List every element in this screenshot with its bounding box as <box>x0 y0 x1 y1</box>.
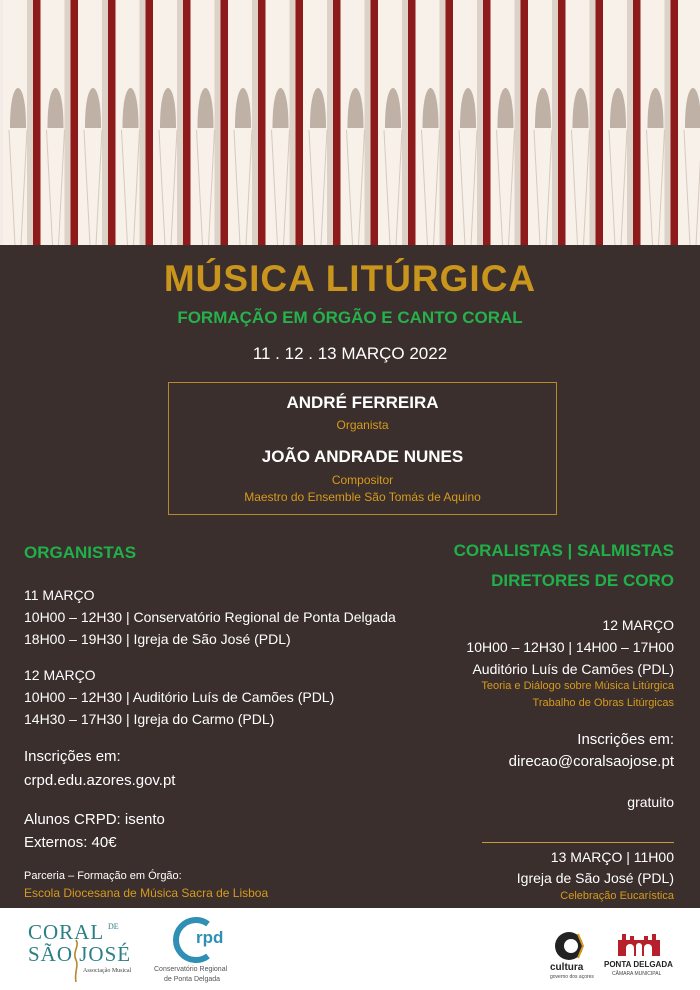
organ-pipe-shade <box>252 0 258 245</box>
organ-pipe-shade <box>140 0 146 245</box>
mass-event: Celebração Eucarística <box>560 890 674 902</box>
organ-pipe-separator <box>521 0 529 245</box>
organ-pipe-separator <box>558 0 566 245</box>
organ-pipe-separator <box>596 0 604 245</box>
organ-pipe-separator <box>71 0 79 245</box>
organ-pipe-shade <box>27 0 33 245</box>
coralistas-topic-1: Teoria e Diálogo sobre Música Litúrgica <box>481 680 674 692</box>
coralistas-heading-2: DIRETORES DE CORO <box>491 571 674 590</box>
cultura-c-icon <box>552 930 586 962</box>
event-subtitle: FORMAÇÃO EM ÓRGÃO E CANTO CORAL <box>177 308 523 327</box>
sponsors-footer <box>0 908 700 990</box>
organ-pipe-shade <box>290 0 296 245</box>
organ-pipes-illustration <box>0 0 700 245</box>
organistas-day1-session1: 10H00 – 12H30 | Conservatório Regional de Ponta Delgada <box>24 609 396 625</box>
organ-pipe-shade <box>365 0 371 245</box>
organ-pipe-shade <box>627 0 633 245</box>
speaker-name-1: ANDRÉ FERREIRA <box>286 393 439 412</box>
speaker-role-2a: Compositor <box>331 473 394 487</box>
coralistas-schedule: 10H00 – 12H30 | 14H00 – 17H00 <box>466 639 674 655</box>
coralistas-inscricoes-label: Inscrições em: <box>577 731 674 748</box>
event-dates: 11 . 12 . 13 MARÇO 2022 <box>252 344 448 363</box>
city-gate-icon <box>616 930 662 958</box>
organ-pipe-separator <box>633 0 641 245</box>
crpd-logo: rpd Conservatório Regional de Ponta Delgada <box>150 916 270 988</box>
cultura-acores-logo: cultura governo dos açores <box>548 930 594 982</box>
coralistas-email-link[interactable]: direcao@coralsaojose.pt <box>508 753 674 770</box>
mass-datetime: 13 MARÇO | 11H00 <box>550 849 674 865</box>
organ-pipe-separator <box>333 0 341 245</box>
organ-pipe-separator <box>258 0 266 245</box>
organistas-day2-session1: 10H00 – 12H30 | Auditório Luís de Camões (PDL) <box>24 689 335 705</box>
organ-pipe-shade <box>65 0 71 245</box>
organistas-inscricoes-link[interactable]: crpd.edu.azores.gov.pt <box>24 772 176 789</box>
speaker-name-2: JOÃO ANDRADE NUNES <box>261 447 464 466</box>
organ-pipe-separator <box>371 0 379 245</box>
speaker-role-1: Organista <box>336 418 389 432</box>
organ-pipe-shade <box>590 0 596 245</box>
organ-pipe-separator <box>146 0 154 245</box>
organistas-inscricoes-label: Inscrições em: <box>24 748 121 765</box>
coralistas-topic-2: Trabalho de Obras Litúrgicas <box>532 697 674 709</box>
organ-pipe-separator <box>221 0 229 245</box>
organistas-day1-session2: 18H00 – 19H30 | Igreja de São José (PDL) <box>24 631 291 647</box>
organistas-heading: ORGANISTAS <box>24 543 137 562</box>
coralistas-price: gratuito <box>627 794 674 810</box>
price-external: Externos: 40€ <box>24 834 117 851</box>
organ-pipes-banner <box>0 0 700 245</box>
treble-clef-icon <box>70 938 82 984</box>
organistas-day1: 11 MARÇO <box>24 587 95 603</box>
organ-pipe-separator <box>33 0 41 245</box>
organistas-day2-session2: 14H30 – 17H30 | Igreja do Carmo (PDL) <box>24 711 275 727</box>
organ-pipe-separator <box>108 0 116 245</box>
organ-pipe-separator <box>671 0 679 245</box>
poster-body <box>0 245 700 908</box>
coralistas-heading-1: CORALISTAS | SALMISTAS <box>453 541 674 560</box>
price-students: Alunos CRPD: isento <box>24 811 165 828</box>
partner-name: Escola Diocesana de Música Sacra de Lisboa <box>24 886 269 900</box>
speaker-role-2b: Maestro do Ensemble São Tomás de Aquino <box>244 490 481 504</box>
organ-pipe-separator <box>483 0 491 245</box>
speakers-box <box>168 382 557 515</box>
organ-pipe-separator <box>408 0 416 245</box>
organ-pipe-shade <box>177 0 183 245</box>
organ-pipe-shade <box>552 0 558 245</box>
organ-pipe-separator <box>296 0 304 245</box>
event-title: MÚSICA LITÚRGICA <box>163 258 537 299</box>
ponta-delgada-logo: PONTA DELGADA CÂMARA MUNICIPAL <box>604 930 676 982</box>
mass-venue: Igreja de São José (PDL) <box>516 870 674 886</box>
organ-pipe-shade <box>402 0 408 245</box>
organ-pipe-shade <box>477 0 483 245</box>
organ-pipe-shade <box>515 0 521 245</box>
organ-pipe-separator <box>446 0 454 245</box>
organ-pipe-shade <box>215 0 221 245</box>
organ-pipe-shade <box>440 0 446 245</box>
coralistas-day: 12 MARÇO <box>602 617 674 633</box>
organ-pipe-shade <box>102 0 108 245</box>
organ-pipe-shade <box>665 0 671 245</box>
divider <box>482 842 674 843</box>
organistas-day2: 12 MARÇO <box>24 667 96 683</box>
organ-pipe-shade <box>327 0 333 245</box>
coral-sao-jose-logo: CORAL DE SÃO JOSÉ Associação Musical <box>28 920 138 984</box>
partner-label: Parceria – Formação em Órgão: <box>24 870 182 882</box>
coralistas-venue: Auditório Luís de Camões (PDL) <box>472 661 674 677</box>
organ-pipe-separator <box>183 0 191 245</box>
